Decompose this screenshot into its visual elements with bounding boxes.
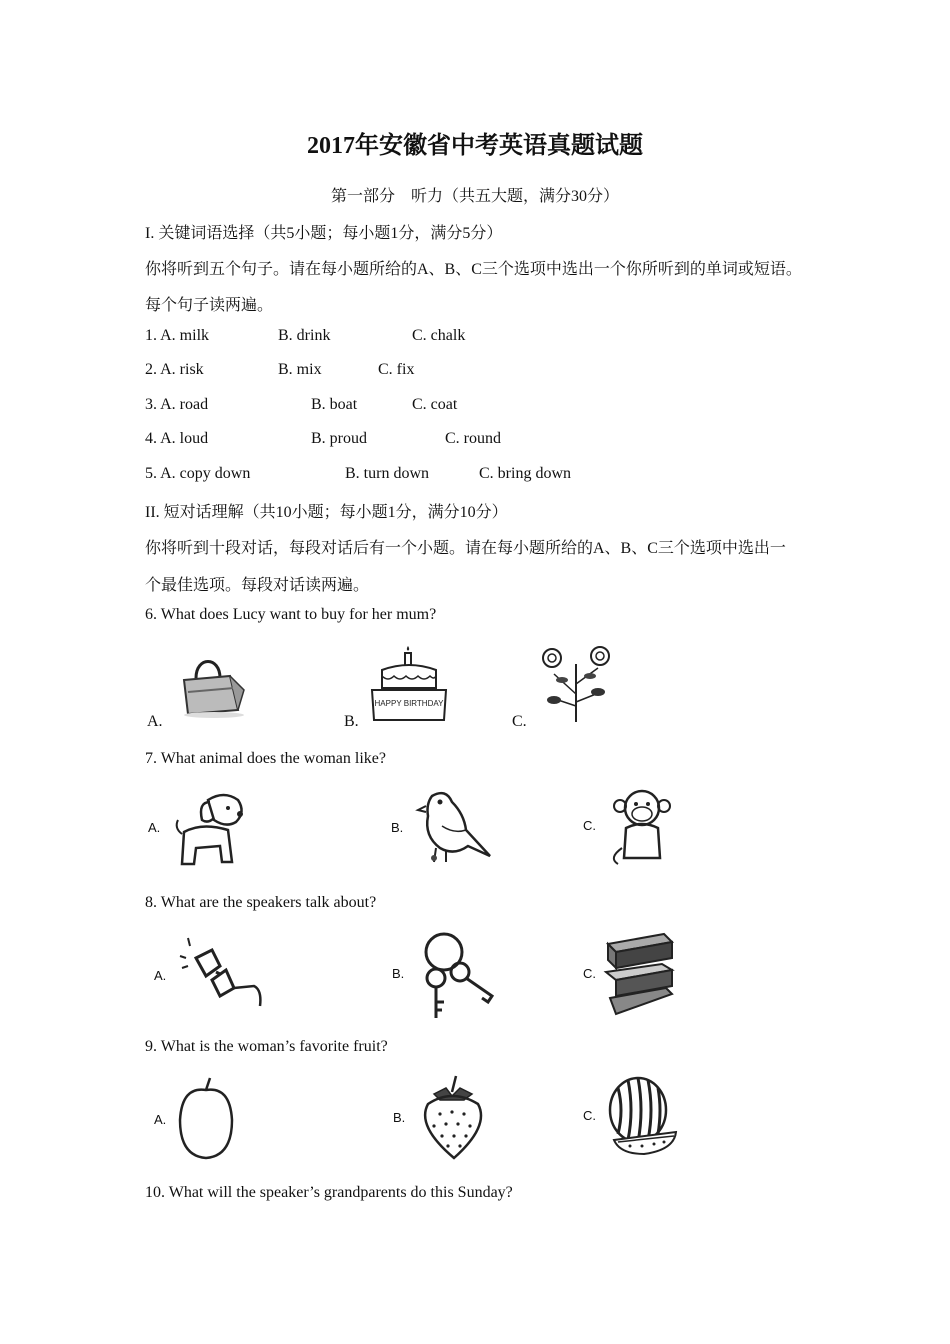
option-b: B. proud — [311, 430, 367, 447]
option-b: B. boat — [311, 396, 358, 413]
dog-icon — [172, 790, 250, 870]
apple-icon — [176, 1076, 236, 1162]
watermelon-icon — [604, 1074, 680, 1158]
section1-instruction-line1: 你将听到五个句子。请在每小题所给的A、B、C三个选项中选出一个你所听到的单词或短语。 — [145, 261, 802, 278]
option-a: A. — [154, 968, 167, 983]
option-b: B. — [393, 1110, 406, 1125]
section2-heading: II. 短对话理解（共10小题；每小题1分，满分10分） — [145, 504, 508, 521]
strawberry-icon — [414, 1074, 490, 1160]
bird-icon — [412, 786, 494, 866]
option-a: A. — [148, 820, 161, 835]
option-c: C. coat — [412, 396, 458, 413]
option-c: C. round — [445, 430, 501, 447]
section1-instruction-line2: 每个句子读两遍。 — [145, 297, 274, 314]
books-icon — [604, 930, 676, 1016]
question-7: 7. What animal does the woman like? — [145, 750, 386, 767]
keys-icon — [414, 930, 498, 1020]
page-title: 2017年安徽省中考英语真题试题 — [307, 133, 643, 159]
option-a: 2. A. risk — [145, 361, 204, 378]
question-8: 8. What are the speakers talk about? — [145, 894, 377, 911]
option-c: C. — [583, 818, 596, 833]
question-9: 9. What is the woman’s favorite fruit? — [145, 1038, 388, 1055]
glasses-icon — [176, 936, 266, 1012]
option-c: C. bring down — [479, 465, 571, 482]
handbag-icon — [178, 652, 250, 718]
question-6: 6. What does Lucy want to buy for her mum? — [145, 606, 437, 623]
birthday-cake-icon — [368, 644, 450, 724]
option-a: 4. A. loud — [145, 430, 209, 447]
option-c: C. chalk — [412, 327, 466, 344]
option-a: 3. A. road — [145, 396, 209, 413]
question-10: 10. What will the speaker’s grandparents do this Sunday? — [145, 1184, 513, 1201]
option-b: B. mix — [278, 361, 322, 378]
option-c: C. — [583, 966, 596, 981]
option-a: A. — [147, 713, 163, 730]
cake-text: HAPPY BIRTHDAY — [374, 699, 444, 708]
option-a: A. — [154, 1112, 167, 1127]
option-c: C. — [583, 1108, 596, 1123]
section2-instruction-line2: 个最佳选项。每段对话读两遍。 — [145, 577, 370, 594]
section2-instruction-line1: 你将听到十段对话，每段对话后有一个小题。请在每小题所给的A、B、C三个选项中选出一 — [145, 540, 786, 557]
rose-icon — [534, 644, 618, 724]
option-b: B. drink — [278, 327, 331, 344]
option-b: B. turn down — [345, 465, 429, 482]
monkey-icon — [608, 788, 672, 866]
option-b: B. — [391, 820, 404, 835]
section1-heading: I. 关键词语选择（共5小题；每小题1分，满分5分） — [145, 225, 503, 242]
option-c: C. — [512, 713, 527, 730]
part-header: 第一部分 听力（共五大题，满分30分） — [330, 188, 619, 205]
option-b: B. — [392, 966, 405, 981]
option-c: C. fix — [378, 361, 415, 378]
option-b: B. — [344, 713, 359, 730]
option-a: 1. A. milk — [145, 327, 210, 344]
option-a: 5. A. copy down — [145, 465, 251, 482]
